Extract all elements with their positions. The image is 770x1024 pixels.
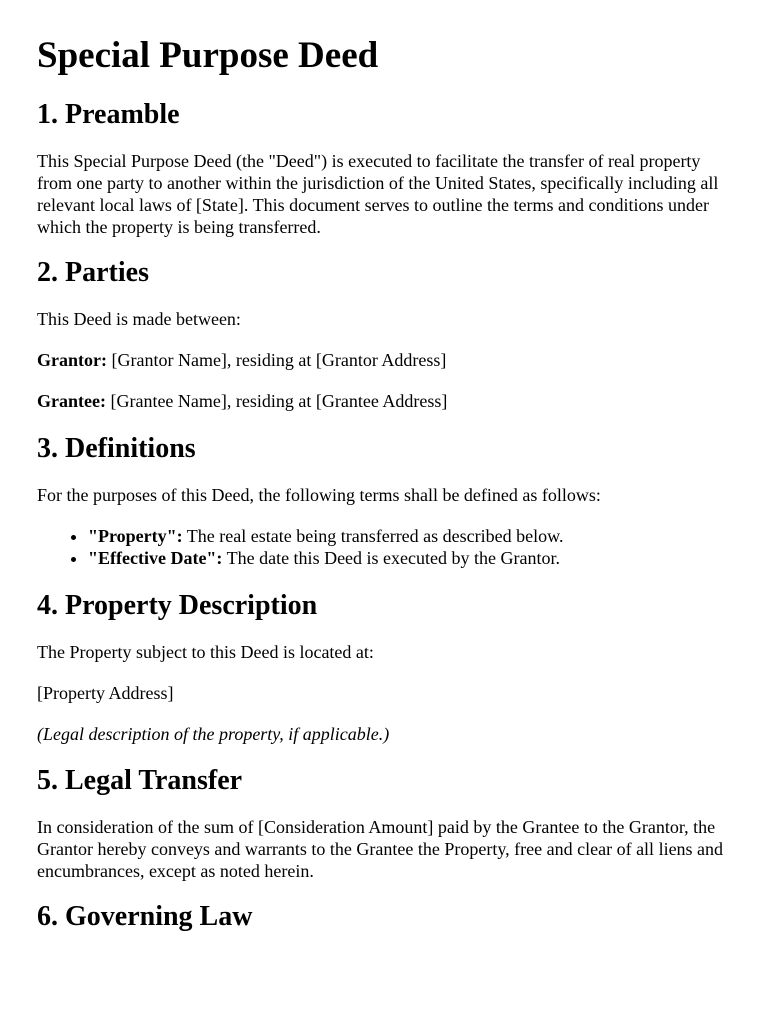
definition-term: "Property": [88,526,183,546]
parties-intro: This Deed is made between: [37,309,241,329]
grantee-label: Grantee: [37,391,106,411]
property-legal-note: (Legal description of the property, if applicable.) [37,724,390,744]
definition-item-property [88,525,737,547]
legal-transfer-paragraph: In consideration of the sum of [Consideration Amount] paid by the Grantee to the Grantor, the Grantor hereby conveys and warrants to the Grantee the Property, free and clear of all liens and encumbrances, except as noted herein. [37,817,724,881]
property-address: [Property Address] [37,683,174,703]
section-heading-legal-transfer: 5. Legal Transfer [37,765,243,796]
document-title: Special Purpose Deed [37,35,379,76]
definition-text: The real estate being transferred as described below. [182,526,564,546]
definitions-list [37,525,737,569]
definitions-intro: For the purposes of this Deed, the following terms shall be defined as follows: [37,485,601,505]
section-heading-property-description: 4. Property Description [37,590,318,621]
grantor-label: Grantor: [37,350,107,370]
section-heading-governing-law: 6. Governing Law [37,901,253,932]
definition-text: The date this Deed is executed by the Grantor. [222,548,560,568]
preamble-paragraph: This Special Purpose Deed (the "Deed") is executed to facilitate the transfer of real property from one party to another within the jurisdiction of the United States, specifically including all relevant local laws of [State]. This document serves to outline the terms and conditions under which the property is being transferred. [37,151,719,237]
section-heading-preamble: 1. Preamble [37,99,180,130]
grantor-line [37,349,737,371]
property-intro: The Property subject to this Deed is located at: [37,642,374,662]
section-heading-definitions: 3. Definitions [37,433,196,464]
grantee-line [37,390,737,412]
grantee-value: [Grantee Name], residing at [Grantee Address] [105,391,448,411]
document-page [37,0,737,934]
definition-term: "Effective Date": [88,548,223,568]
grantor-value: [Grantor Name], residing at [Grantor Address] [106,350,447,370]
definition-item-effective-date [88,547,737,569]
section-heading-parties: 2. Parties [37,257,149,288]
